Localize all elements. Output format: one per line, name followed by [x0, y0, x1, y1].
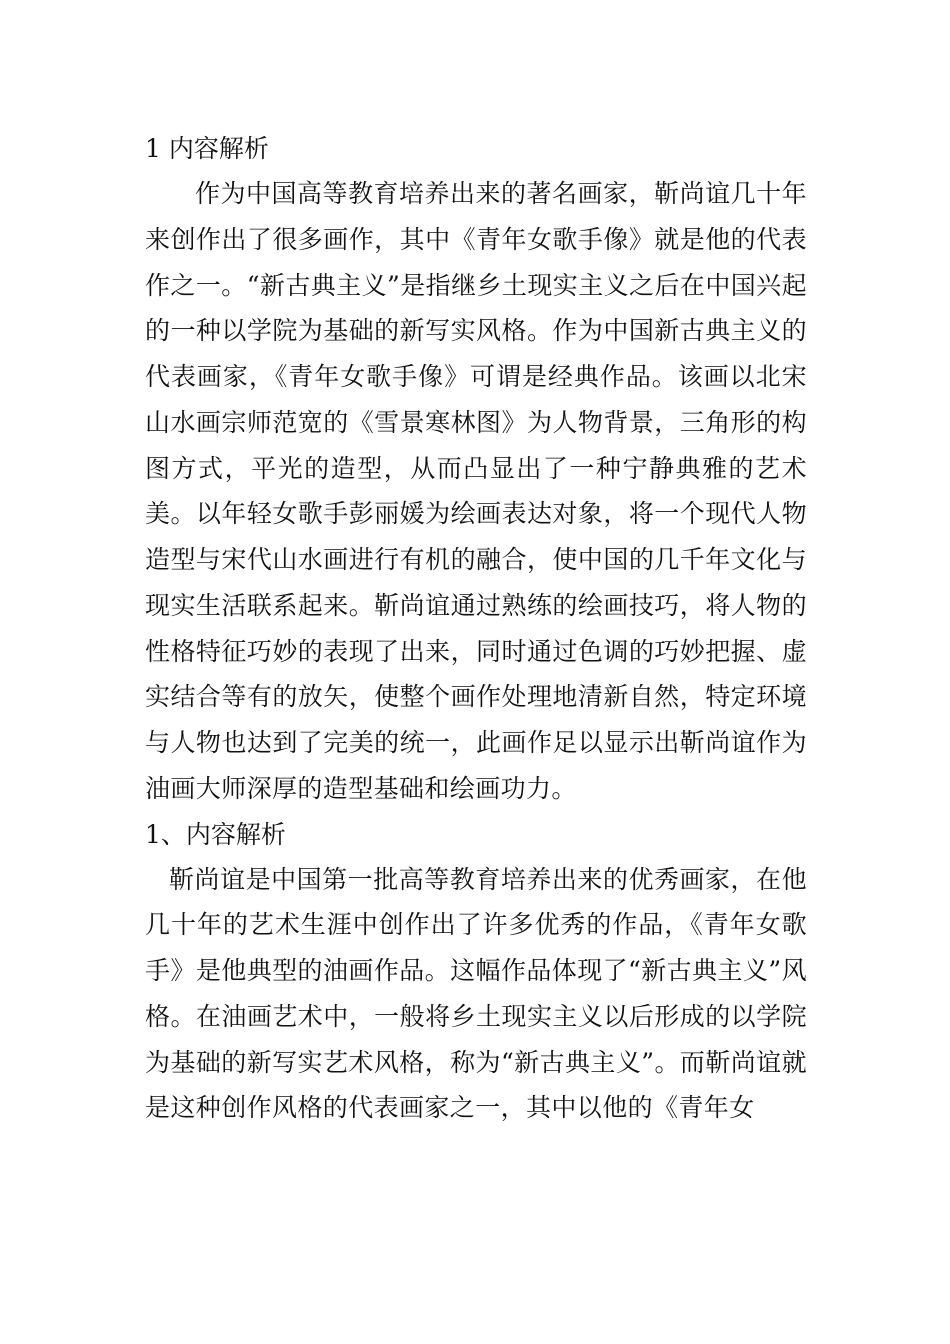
section-heading-2: 1、内容解析 [145, 819, 286, 849]
section-paragraph-1: 作为中国高等教育培养出来的著名画家，靳尚谊几十年来创作出了很多画作，其中《青年女歌手像》就是他的代表作之一。“新古典主义”是指继乡土现实主义之后在中国兴起的一种以学院为基础的新写实风格。作为中国新古典主义的代表画家，《青年女歌手像》可谓是经典作品。该画以北宋山水画宗师范宽的《雪景寒林图》为人物背景，三角形的构图方式，平光的造型，从而凸显出了一种宁静典雅的艺术美。以年轻女歌手彭丽媛为绘画表达对象，将一个现代人物造型与宋代山水画进行有机的融合，使中国的几千年文化与现实生活联系起来。靳尚谊通过熟练的绘画技巧，将人物的性格特征巧妙的表现了出来，同时通过色调的巧妙把握、虚实结合等有的放矢，使整个画作处理地清新自然，特定环境与人物也达到了完美的统一，此画作足以显示出靳尚谊作为油画大师深厚的造型基础和绘画功力。 [145, 179, 807, 803]
section-heading-1: 1 内容解析 [145, 134, 269, 163]
section-paragraph-2: 靳尚谊是中国第一批高等教育培养出来的优秀画家，在他几十年的艺术生涯中创作出了许多优秀的作品，《青年女歌手》是他典型的油画作品。这幅作品体现了“新古典主义”风格。在油画艺术中，一般将乡土现实主义以后形成的以学院为基础的新写实艺术风格，称为“新古典主义”。而靳尚谊就是这种创作风格的代表画家之一，其中以他的《青年女 [145, 864, 807, 1123]
document-page [145, 126, 807, 1131]
